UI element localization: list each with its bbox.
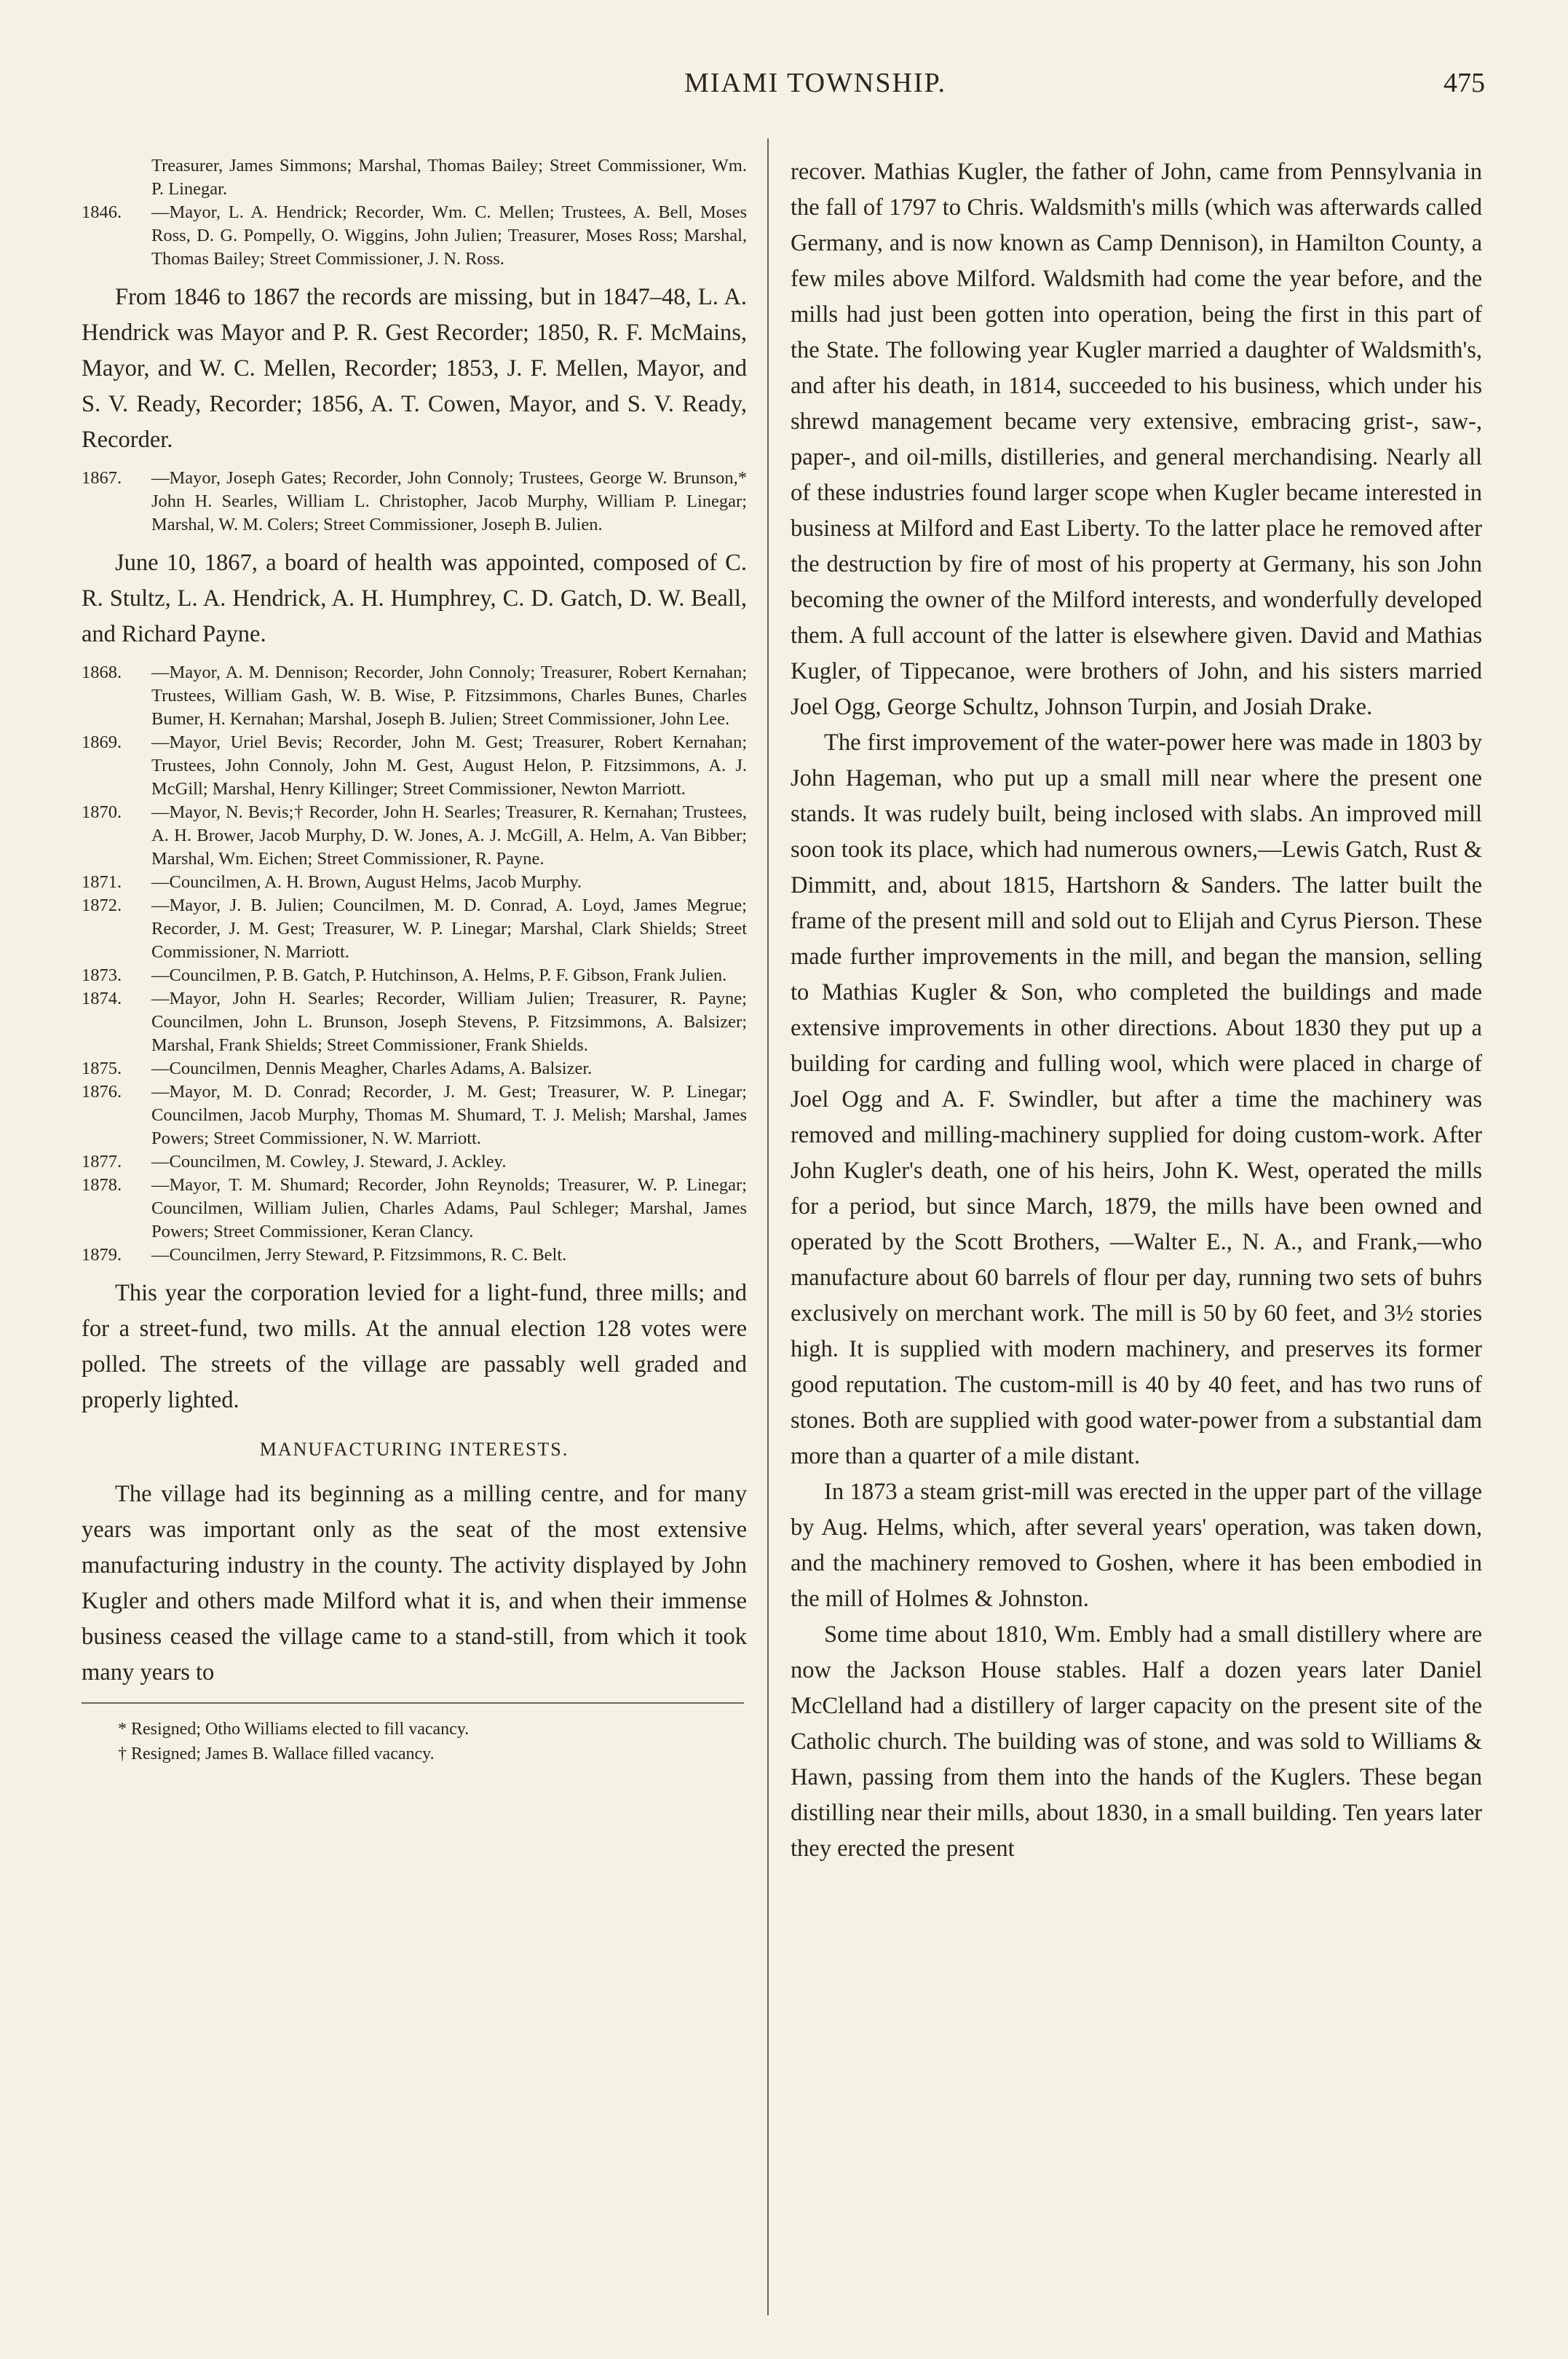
officer-entry-1879 [82, 1244, 747, 1267]
entry-text: —Mayor, J. B. Julien; Councilmen, M. D. Conrad, A. Loyd, James Megrue; Recorder, J. M. Gest; Treasurer, W. P. Linegar; Marshal, Clark Shields; Street Commissioner, N. Marriott. [151, 896, 747, 962]
footnote-rule [82, 1702, 744, 1704]
footnote-2: † Resigned; James B. Wallace filled vacancy. [118, 1744, 435, 1763]
officer-entry-1874 [82, 987, 747, 1057]
entry-year: 1876. [82, 1082, 122, 1102]
entry-year: 1874. [82, 989, 122, 1008]
officer-entry-1876 [82, 1080, 747, 1150]
entry-year: 1868. [82, 663, 122, 682]
officer-entry-1846 [82, 201, 747, 271]
entry-text: —Mayor, Joseph Gates; Recorder, John Connoly; Trustees, George W. Brunson,* John H. Searles, William L. Christopher, Jacob Murphy, William P. Linegar; Marshal, W. M. Colers; Street Commissioner, Joseph B. Julien. [151, 468, 747, 534]
entry-year: 1879. [82, 1245, 122, 1265]
entry-text: —Mayor, A. M. Dennison; Recorder, John Connoly; Treasurer, Robert Kernahan; Trustees, William Gash, W. B. Wise, P. Fitzsimmons, Charles Bunes, Charles Bumer, H. Kernahan; Marshal, Joseph B. Julien; Street Commissioner, John Lee. [151, 663, 747, 729]
entry-year: 1875. [82, 1059, 122, 1078]
paragraph-milling-centre: The village had its beginning as a milling centre, and for many years was important only as the seat of the most extensive manufacturing industry in the county. The activity displayed by John Kugler and others made Milford what it is, and when their immense business ceased the village came to a stand-still, from which it took many years to [82, 1481, 747, 1686]
entry-text: —Mayor, Uriel Bevis; Recorder, John M. Gest; Treasurer, Robert Kernahan; Trustees, John Connoly, John M. Gest, August Helon, P. Fitzsimmons, A. J. McGill; Marshal, Henry Killinger; Street Commissioner, Newton Marriott. [151, 732, 747, 799]
officer-entry-1871 [82, 871, 747, 894]
footnote-1: * Resigned; Otho Williams elected to fill vacancy. [118, 1720, 470, 1739]
entry-text: —Councilmen, Dennis Meagher, Charles Adams, A. Balsizer. [151, 1059, 593, 1078]
entry-text: —Councilmen, P. B. Gatch, P. Hutchinson, A. Helms, P. F. Gibson, Frank Julien. [151, 965, 727, 985]
officer-entry-1867 [82, 467, 747, 537]
section-heading: MANUFACTURING INTERESTS. [259, 1439, 569, 1460]
officer-entry-1870 [82, 801, 747, 871]
paragraph-steam-mill: In 1873 a steam grist-mill was erected in the upper part of the village by Aug. Helms, which, after several years' operation, was taken down, and the machinery removed to Goshen, where it has been embodied in the mill of Holmes & Johnston. [791, 1479, 1482, 1612]
officer-entry-1869 [82, 731, 747, 801]
officer-entry-1872 [82, 894, 747, 964]
entry-year: 1873. [82, 965, 122, 985]
entry-year: 1869. [82, 732, 122, 752]
entry-year: 1870. [82, 802, 122, 822]
entry-text: —Mayor, John H. Searles; Recorder, William Julien; Treasurer, R. Payne; Councilmen, John L. Brunson, Joseph Stevens, P. Fitzsimmons, A. Balsizer; Marshal, Frank Shields; Street Commissioner, Frank Shields. [151, 989, 747, 1055]
officer-entry-1875 [82, 1057, 747, 1080]
running-title: MIAMI TOWNSHIP. [684, 68, 947, 98]
officer-entry-continued: Treasurer, James Simmons; Marshal, Thomas Bailey; Street Commissioner, Wm. P. Linegar. [151, 156, 747, 199]
entry-text: —Mayor, N. Bevis;† Recorder, John H. Searles; Treasurer, R. Kernahan; Trustees, A. H. Brower, Jacob Murphy, D. W. Jones, A. J. McGill, A. Helm, A. Van Bibber; Marshal, Wm. Eichen; Street Commissioner, R. Payne. [151, 802, 747, 869]
entry-year: 1867. [82, 468, 122, 488]
paragraph-distillery: Some time about 1810, Wm. Embly had a small distillery where are now the Jackson House stables. Half a dozen years later Daniel McClelland had a distillery of larger capacity on the present site of the Catholic church. The building was of stone, and was sold to Williams & Hawn, passing from them into the hands of the Kuglers. These began distilling near their mills, about 1830, in a small building. Ten years later they erected the present [791, 1621, 1482, 1862]
column-divider [767, 138, 769, 2315]
entry-text: —Councilmen, A. H. Brown, August Helms, Jacob Murphy. [151, 872, 582, 892]
paragraph-board-of-health: June 10, 1867, a board of health was appointed, composed of C. R. Stultz, L. A. Hendrick, A. H. Humphrey, C. D. Gatch, D. W. Beall, and Richard Payne. [82, 550, 747, 647]
paragraph-water-power: The first improvement of the water-power here was made in 1803 by John Hageman, who put up a small mill near where the present one stands. It was rudely built, being inclosed with slabs. An improved mill soon took its place, which had numerous owners,—Lewis Gatch, Rust & Dimmitt, and, about 1815, Hartshorn & Sanders. The latter built the frame of the present mill and sold out to Elijah and Cyrus Pierson. These made further improvements in the mill, and began the mansion, selling to Mathias Kugler & Son, who completed the buildings and made extensive improvements in other directions. About 1830 they put up a building for carding and fulling wool, which were placed in charge of Joel Ogg and A. F. Swindler, but after a time the machinery was removed and milling-machinery supplied for doing custom-work. After John Kugler's death, one of his heirs, John K. West, operated the mills for a period, but since March, 1879, the mills have been owned and operated by the Scott Brothers, —Walter E., N. A., and Frank,—who manufacture about 60 barrels of flour per day, running two sets of buhrs exclusively on merchant work. The mill is 50 by 60 feet, and 3½ stories high. It is supplied with modern machinery, and preserves its former good reputation. The custom-mill is 40 by 40 feet, and has two runs of stones. Both are supplied with good water-power from a substantial dam more than a quarter of a mile distant. [791, 730, 1482, 1469]
entry-text: —Councilmen, M. Cowley, J. Steward, J. Ackley. [151, 1152, 507, 1171]
entry-year: 1878. [82, 1175, 122, 1195]
entry-year: 1877. [82, 1152, 122, 1171]
page-number: 475 [1444, 68, 1485, 98]
page-header [146, 67, 1485, 111]
entry-text: —Mayor, T. M. Shumard; Recorder, John Reynolds; Treasurer, W. P. Linegar; Councilmen, William Julien, Charles Adams, Paul Schleger; Marshal, James Powers; Street Commissioner, Keran Clancy. [151, 1175, 747, 1241]
entry-text: —Mayor, M. D. Conrad; Recorder, J. M. Gest; Treasurer, W. P. Linegar; Councilmen, Jacob Murphy, Thomas M. Shumard, T. J. Melish; Marshal, James Powers; Street Commissioner, N. W. Marriott. [151, 1082, 747, 1148]
entry-text: —Councilmen, Jerry Steward, P. Fitzsimmons, R. C. Belt. [151, 1245, 567, 1265]
paragraph-records-missing: From 1846 to 1867 the records are missing, but in 1847–48, L. A. Hendrick was Mayor and P. R. Gest Recorder; 1850, R. F. McMains, Mayor, and W. C. Mellen, Recorder; 1853, J. F. Mellen, Mayor, and S. V. Ready, Recorder; 1856, A. T. Cowen, Mayor, and S. V. Ready, Recorder. [82, 284, 747, 453]
right-column [791, 154, 1482, 1867]
entry-text: —Mayor, L. A. Hendrick; Recorder, Wm. C. Mellen; Trustees, A. Bell, Moses Ross, D. G. Pompelly, O. Wiggins, John Julien; Treasurer, Moses Ross; Marshal, Thomas Bailey; Street Commissioner, J. N. Ross. [151, 202, 747, 269]
officer-entry-1868 [82, 661, 747, 731]
entry-year: 1871. [82, 872, 122, 892]
left-column [82, 154, 747, 1766]
officer-entry-1877 [82, 1150, 747, 1174]
officer-entry-1873 [82, 964, 747, 987]
paragraph-kugler-history: recover. Mathias Kugler, the father of John, came from Pennsylvania in the fall of 1797 to Chris. Waldsmith's mills (which was afterwards called Germany, and is now known as Camp Dennison), in Hamilton County, a few miles above Milford. Waldsmith had come the year before, and the mills had just been gotten into operation, being the first in this part of the State. The following year Kugler married a daughter of Waldsmith's, and after his death, in 1814, succeeded to his business, which under his shrewd management became very extensive, embracing grist-, saw-, paper-, and oil-mills, distilleries, and general merchandising. Nearly all of these industries found larger scope when Kugler became interested in business at Milford and East Liberty. To the latter place he removed after the destruction by fire of most of his property at Germany, his son John becoming the owner of the Milford interests, and wonderfully developed them. A full account of the latter is elsewhere given. David and Mathias Kugler, of Tippecanoe, were brothers of John, and his sisters married Joel Ogg, George Schultz, Johnson Turpin, and Josiah Drake. [791, 159, 1482, 720]
officer-entry-1878 [82, 1174, 747, 1244]
entry-year: 1872. [82, 896, 122, 915]
paragraph-corporation-levy: This year the corporation levied for a light-fund, three mills; and for a street-fund, two mills. At the annual election 128 votes were polled. The streets of the village are passably well graded and properly lighted. [82, 1280, 747, 1413]
entry-year: 1846. [82, 202, 122, 222]
